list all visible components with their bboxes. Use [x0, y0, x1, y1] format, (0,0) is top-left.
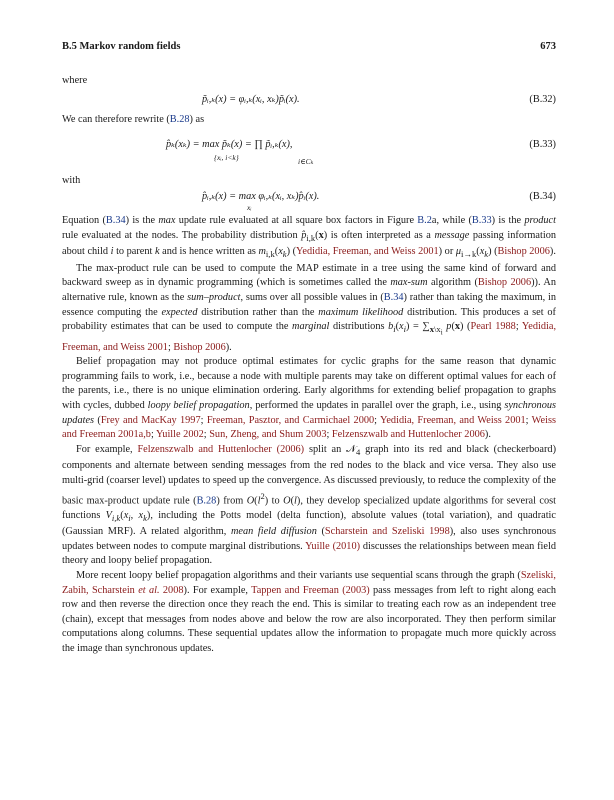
- section-title: B.5 Markov random fields: [62, 41, 181, 52]
- citation-link[interactable]: Weiss and Freeman 2001a,b: [62, 414, 556, 441]
- body-text: [62, 214, 556, 657]
- equation-b34-max-subscript: xᵢ: [247, 203, 252, 212]
- equation-ref-link[interactable]: B.34: [383, 292, 404, 304]
- citation-link[interactable]: Yuille 2002: [156, 429, 204, 441]
- equation-b33-formula: p̂ₖ(xₖ) = max p̃ₖ(x) = ∏ p̃ᵢ,ₖ(x),: [166, 139, 293, 150]
- equation-b32-formula: p̃ᵢ,ₖ(x) = φᵢ,ₖ(xᵢ, xₖ)p̃ᵢ(x).: [202, 94, 300, 105]
- equation-b32-number: (B.32): [529, 94, 556, 105]
- equation-b34-number: (B.34): [529, 191, 556, 202]
- citation-link[interactable]: Tappen and Freeman (2003): [251, 584, 370, 596]
- equation-b32: [62, 93, 556, 109]
- citation-link[interactable]: Pearl 1988: [470, 321, 516, 333]
- running-head: [62, 40, 556, 55]
- citation-link[interactable]: Felzenszwalb and Huttenlocher 2006: [331, 429, 485, 441]
- equation-ref-link[interactable]: B.2: [417, 215, 432, 226]
- citation-link[interactable]: Yedidia, Freeman, and Weiss 2001: [379, 414, 526, 426]
- equation-b33-number: (B.33): [529, 139, 556, 150]
- paragraph-5: More recent loopy belief propagation algorithms and their variants use sequential scans through the graph (Szeliski, Zabih, Scharstein et al. 2008). For example, Tappen and Freeman (2003) pass messages from left to right along each row and then reverse the direction once they reach the end. This is similar to treating each row as an independent tree (chain), except that messages from nodes above and below the row are also incorporated. They then perform similar computations along columns. These sequential updates allow the information to propagate much more quickly across the image than synchronous updates.: [62, 570, 557, 654]
- rewrite-line: We can therefore rewrite (B.28) as: [62, 114, 205, 125]
- citation-link[interactable]: Yedidia, Freeman, and Weiss 2001: [296, 246, 439, 258]
- citation-link[interactable]: Yedidia, Freeman, and Weiss 2001: [62, 321, 557, 353]
- rewrite-ref-link[interactable]: B.28: [169, 114, 190, 125]
- equation-b33-max-subscript: {xᵢ, i<k}: [214, 153, 239, 162]
- citation-link[interactable]: Bishop 2006: [477, 277, 532, 289]
- with-label: with: [62, 175, 81, 186]
- citation-link[interactable]: Scharstein and Szeliski 1998: [324, 526, 450, 538]
- equation-b33-prod-subscript: i∈Cₖ: [298, 157, 314, 166]
- page-number: 673: [540, 41, 556, 52]
- equation-b34-formula: p̂ᵢ,ₖ(x) = max φᵢ,ₖ(xᵢ, xₖ)p̂ᵢ(x).: [202, 191, 320, 202]
- equation-b34: [62, 190, 556, 216]
- equation-ref-link[interactable]: B.28: [196, 495, 217, 506]
- citation-link[interactable]: Bishop 2006: [173, 341, 226, 353]
- citation-link[interactable]: Felzenszwalb and Huttenlocher (2006): [137, 443, 305, 455]
- equation-ref-link[interactable]: B.33: [471, 215, 492, 226]
- citation-link[interactable]: Bishop 2006: [497, 246, 550, 258]
- citation-link[interactable]: Freeman, Pasztor, and Carmichael 2000: [206, 414, 375, 426]
- paragraph-3: Belief propagation may not produce optimal estimates for cyclic graphs for the same reason that dynamic programming fails to work, i.e., because a node with multiple parents may take on different optimal values for each of the parents, i.e., there is no unique elimination ordering. Early algorithms for extending belief propagation to graphs with cycles, dubbed loopy belief propagation, performed the updates in parallel over the graph, i.e., using synchronous updates (Frey and MacKay 1997; Freeman, Pasztor, and Carmichael 2000; Yedidia, Freeman, and Weiss 2001; Weiss and Freeman 2001a,b; Yuille 2002; Sun, Zheng, and Shum 2003; Felzenszwalb and Huttenlocher 2006).: [62, 356, 557, 441]
- equation-ref-link[interactable]: B.34: [105, 215, 126, 226]
- paragraph-1: Equation (B.34) is the max update rule evaluated at all square box factors in Figure B.2a, while (B.33) is the product rule evaluated at the nodes. The probability distribution $p̂_{i,k}(x)$ is often interpreted as a message passing information about child i to parent k and is hence written as $m_{i,k}(x_k)$ (Yedidia, Freeman, and Weiss 2001) or $\mu_{i\to k}(x_k)$ (Bishop 2006).: [62, 215, 556, 260]
- citation-link[interactable]: Yuille (2010): [305, 540, 361, 552]
- paragraph-2: The max-product rule can be used to compute the MAP estimate in a tree using the same kind of forward and backward sweep as in dynamic programming (which is sometimes called the max-sum algorithm (Bishop 2006)). An alternative rule, known as the sum–product, sums over all possible values in (B.34) rather than taking the maximum, in essence computing the expected distribution rather than the maximum likelihood distribution. This produces a set of probability estimates that can be used to compute the marginal distributions $b_i(x_i) = \sum_{x\backslash x_i}$ p(x) (Pearl 1988; Yedidia, Freeman, and Weiss 2001; Bishop 2006).: [62, 262, 557, 353]
- equation-b33: [62, 138, 556, 168]
- citation-link[interactable]: Szeliski, Zabih, Scharstein et al. 2008: [62, 570, 556, 596]
- citation-link[interactable]: Sun, Zheng, and Shum 2003: [209, 429, 327, 441]
- citation-link[interactable]: Frey and MacKay 1997: [100, 414, 201, 426]
- paragraph-4: For example, Felzenszwalb and Huttenlocher (2006) split an 𝒩$_4$ graph into its red and black (checkerboard) components and alternate between sending messages from the red nodes to the black and vice versa. They also use multi-grid (coarser level) updates to speed up the convergence. As discussed previously, to reduce the complexity of the basic max-product update rule (B.28) from $O(l^2)$ to O(l), they develop specialized update algorithms for several cost functions $V_{i,k}(x_i$, $x_k$), including the Potts model (delta function), absolute values (total variation), and quadratic (Gaussian MRF). A related algorithm, mean field diffusion (Scharstein and Szeliski 1998), also uses synchronous updates between nodes to compute marginal distributions. Yuille (2010) discusses the relationships between mean field theory and loopy belief propagation.: [62, 443, 557, 567]
- where-label: where: [62, 75, 88, 86]
